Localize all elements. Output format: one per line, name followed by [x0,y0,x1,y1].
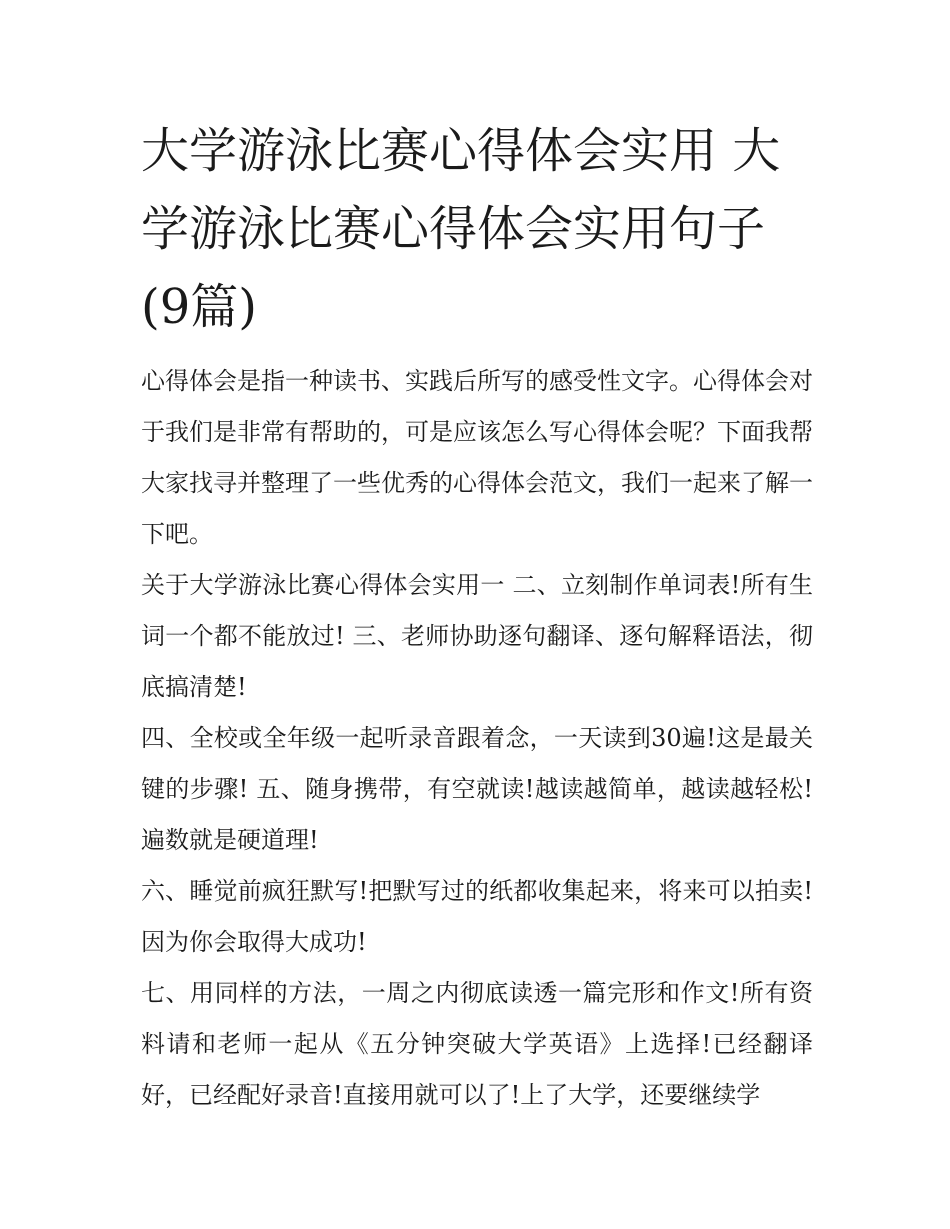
paragraph-section-4: 四、全校或全年级一起听录音跟着念，一天读到30遍!这是最关键的步骤! 五、随身携带，有空就读!越读越简单，越读越轻松!遍数就是硬道理! [141,724,813,854]
paragraph-section-7: 七、用同样的方法，一周之内彻底读透一篇完形和作文!所有资料请和老师一起从《五分钟突破大学英语》上选择!已经翻译好，已经配好录音!直接用就可以了!上了大学，还要继续学 [141,979,813,1109]
paragraph-intro: 心得体会是指一种读书、实践后所写的感受性文字。心得体会对于我们是非常有帮助的，可是应该怎么写心得体会呢？下面我帮大家找寻并整理了一些优秀的心得体会范文，我们一起来了解一下吧。 [141,367,813,548]
paragraph-section-1: 关于大学游泳比赛心得体会实用一 二、立刻制作单词表!所有生词一个都不能放过! 三、老师协助逐句翻译、逐句解释语法，彻底搞清楚! [141,571,813,701]
document-page [141,112,813,1121]
paragraph-section-6: 六、睡觉前疯狂默写!把默写过的纸都收集起来，将来可以拍卖!因为你会取得大成功! [141,877,813,956]
document-title: 大学游泳比赛心得体会实用 大学游泳比赛心得体会实用句子(9篇) [141,123,781,335]
